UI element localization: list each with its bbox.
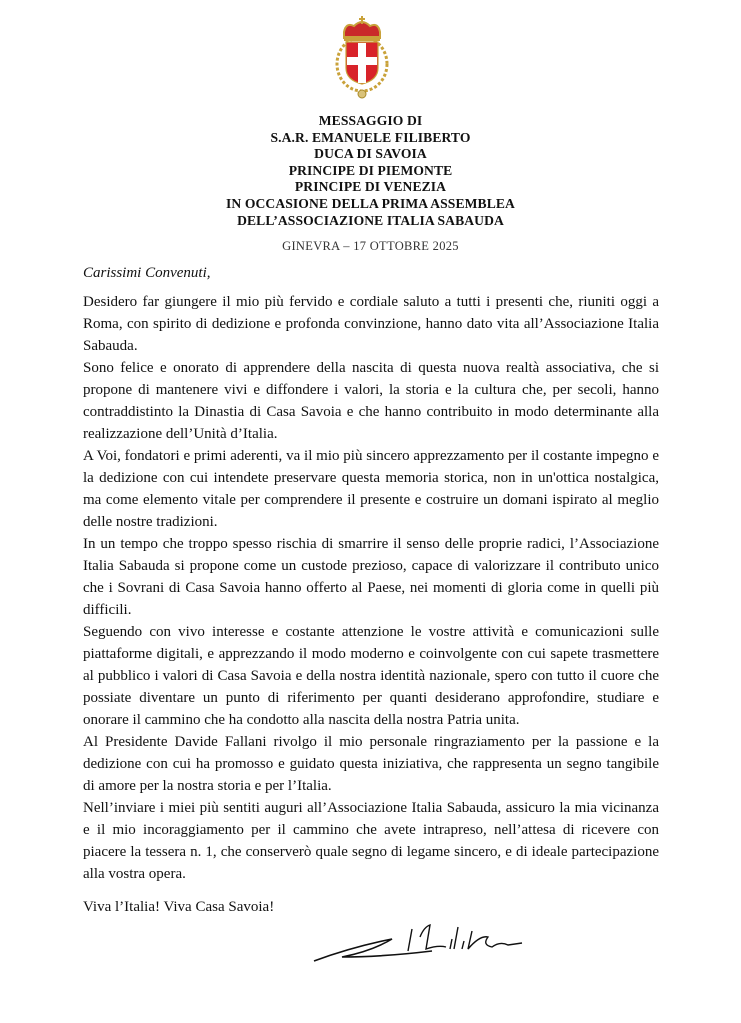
paragraph: Nell’inviare i miei più sentiti auguri all’Associazione Italia Sabauda, assicuro la mia vicinanza e il mio incoraggiamento per il cammino che avete intrapreso, nell’attesa di ricevere con piacere la tessera n. 1, che conserverò quale segno di legame sincero, e di ideale partecipazione alla vostra opera. — [83, 800, 659, 882]
message-heading — [0, 113, 741, 229]
heading-line: IN OCCASIONE DELLA PRIMA ASSEMBLEA — [226, 195, 515, 211]
greeting: Carissimi Convenuti, — [83, 265, 211, 281]
paragraph: Seguendo con vivo interesse e costante attenzione le vostre attività e comunicazioni sulle piattaforme digitali, e apprezzando il modo moderno e coinvolgente con cui sapete trasmettere al pubblico i valori di Casa Savoia e della nostra identità nazionale, spero con tutto il cuore che possiate diventare un punto di riferimento per quanti desiderano approfondire, studiare e onorare il cammino che ha condotto alla nascita della nostra Patria unita. — [83, 624, 659, 728]
paragraph: In un tempo che troppo spesso rischia di smarrire il senso delle proprie radici, l’Associazione Italia Sabauda si propone come un custode prezioso, capace di valorizzare il contributo unico che i Sovrani di Casa Savoia hanno offerto al Paese, nei momenti di gloria come in quelli più difficili. — [83, 536, 659, 618]
letter-content — [83, 263, 659, 987]
heading-line: PRINCIPE DI VENEZIA — [294, 179, 447, 195]
letter-body — [83, 291, 659, 885]
heading-line: S.A.R. EMANUELE FILIBERTO — [270, 129, 471, 145]
closing-line: Viva l’Italia! Viva Casa Savoia! — [83, 899, 275, 915]
heading-line: DELL’ASSOCIAZIONE ITALIA SABAUDA — [237, 212, 504, 228]
heading-line: PRINCIPE DI PIEMONTE — [288, 162, 453, 178]
paragraph: A Voi, fondatori e primi aderenti, va il mio più sincero apprezzamento per il costante impegno e la dedizione con cui intendete preservare questa memoria storica, non in un'ottica nostalgica, ma come elemento vitale per comprendere il presente e costruire un domani ispirato al meglio delle nostre tradizioni. — [83, 448, 659, 530]
handwritten-signature — [312, 917, 527, 967]
paragraph: Desidero far giungere il mio più fervido e cordiale saluto a tutti i presenti che, riuniti oggi a Roma, con spirito di dedizione e profonda convinzione, hanno dato vita all’Associazione Italia Sabauda. — [83, 294, 659, 354]
heading-line: MESSAGGIO DI — [318, 113, 423, 128]
heading-line: DUCA DI SAVOIA — [314, 146, 427, 162]
paragraph: Sono felice e onorato di apprendere della nascita di questa nuova realtà associativa, che si propone di mantenere vivi e diffondere i valori, la storia e la cultura che, per secoli, hanno contraddistinto la Dinastia di Casa Savoia e che hanno contribuito in modo determinante alla realizzazione dell’Unità d’Italia. — [83, 360, 659, 442]
place-date: GINEVRA – 17 OTTOBRE 2025 — [282, 239, 459, 253]
paragraph: Al Presidente Davide Fallani rivolgo il mio personale ringraziamento per la passione e la dedizione con cui ha promosso e guidato questa iniziativa, che rappresenta un segno tangibile di amore per la nostra storia e per l’Italia. — [83, 734, 659, 794]
coat-of-arms-icon — [330, 16, 394, 100]
